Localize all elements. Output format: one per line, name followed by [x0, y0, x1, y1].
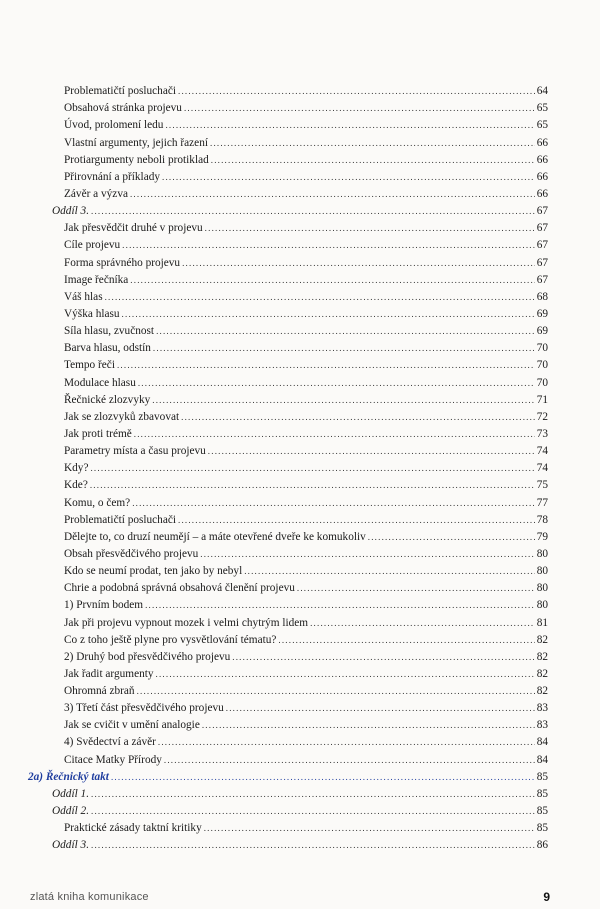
- toc-leader-dots: [368, 531, 548, 544]
- toc-entry: [0, 544, 600, 561]
- toc-section-entry: [0, 835, 600, 852]
- toc-entry-label: Kdo se neumí prodat, ten jako by nebyl: [64, 565, 243, 578]
- toc-entry: [0, 681, 600, 698]
- toc-entry-page: 80: [536, 599, 548, 612]
- toc-entry: [0, 115, 600, 132]
- toc-entry-page: 75: [536, 479, 548, 492]
- toc-entry-page: 66: [536, 170, 548, 183]
- toc-entry-page: 85: [536, 822, 548, 835]
- toc-entry-page: 65: [536, 102, 548, 115]
- toc-leader-dots: [310, 617, 548, 630]
- toc-entry-page: 81: [536, 616, 548, 629]
- toc-leader-dots: [90, 462, 548, 475]
- toc-entry-page: 68: [536, 290, 548, 303]
- toc-entry-page: 67: [536, 205, 548, 218]
- toc-leader-dots: [156, 325, 548, 338]
- toc-leader-dots: [122, 308, 548, 321]
- toc-entry-page: 72: [536, 410, 548, 423]
- toc-entry-label: Úvod, prolomení ledu: [64, 119, 164, 132]
- toc-entry-page: 66: [536, 136, 548, 149]
- toc-entry-page: 80: [536, 565, 548, 578]
- toc-leader-dots: [122, 239, 548, 252]
- toc-entry-page: 85: [536, 787, 548, 800]
- toc-entry-page: 74: [536, 445, 548, 458]
- toc-entry-label: Obsah přesvědčivého projevu: [64, 547, 199, 560]
- toc-entry: [0, 475, 600, 492]
- toc-chapter-entry: [0, 767, 600, 784]
- toc-entry: [0, 698, 600, 715]
- book-title-footer: zlatá kniha komunikace: [30, 891, 149, 903]
- toc-entry-label: Jak řadit argumenty: [64, 667, 154, 680]
- toc-entry-page: 65: [536, 119, 548, 132]
- toc-entry-label: Oddíl 2.: [52, 805, 90, 818]
- toc-entry-page: 82: [536, 667, 548, 680]
- toc-entry: [0, 715, 600, 732]
- toc-leader-dots: [90, 479, 548, 492]
- toc-entry-page: 70: [536, 359, 548, 372]
- toc-entry-page: 67: [536, 256, 548, 269]
- toc-entry: [0, 287, 600, 304]
- toc-entry-label: Cíle projevu: [64, 239, 121, 252]
- toc-leader-dots: [117, 359, 548, 372]
- toc-leader-dots: [210, 137, 548, 150]
- toc-entry-label: Váš hlas: [64, 290, 103, 303]
- toc-leader-dots: [208, 445, 548, 458]
- toc-entry: [0, 578, 600, 595]
- toc-leader-dots: [91, 205, 548, 218]
- toc-entry-label: Přirovnání a příklady: [64, 170, 161, 183]
- toc-entry-label: Ohromná zbraň: [64, 685, 135, 698]
- toc-entry-page: 78: [536, 513, 548, 526]
- toc-entry-label: Barva hlasu, odstín: [64, 342, 151, 355]
- toc-leader-dots: [165, 119, 548, 132]
- toc-entry-label: Oddíl 3.: [52, 205, 90, 218]
- toc-leader-dots: [182, 257, 548, 270]
- toc-section-entry: [0, 201, 600, 218]
- toc-entry-page: 70: [536, 376, 548, 389]
- toc-entry: [0, 390, 600, 407]
- toc-leader-dots: [138, 377, 548, 390]
- toc-entry-page: 71: [536, 393, 548, 406]
- toc-entry: [0, 510, 600, 527]
- toc-entry-label: Závěr a výzva: [64, 187, 128, 200]
- toc-entry: [0, 492, 600, 509]
- toc-entry-page: 82: [536, 650, 548, 663]
- toc-entry-page: 85: [536, 805, 548, 818]
- toc-entry-label: Problematičtí posluchači: [64, 85, 176, 98]
- toc-entry: [0, 664, 600, 681]
- toc-leader-dots: [211, 154, 548, 167]
- toc-entry: [0, 424, 600, 441]
- toc-entry: [0, 235, 600, 252]
- toc-entry-page: 73: [536, 427, 548, 440]
- toc-entry: [0, 355, 600, 372]
- toc-entry-label: Forma správného projevu: [64, 256, 181, 269]
- toc-leader-dots: [244, 565, 548, 578]
- toc-entry-page: 64: [536, 85, 548, 98]
- toc-entry: [0, 252, 600, 269]
- toc-leader-dots: [162, 171, 548, 184]
- toc-leader-dots: [111, 771, 548, 784]
- toc-entry-page: 70: [536, 342, 548, 355]
- toc-leader-dots: [105, 291, 548, 304]
- toc-leader-dots: [134, 428, 548, 441]
- toc-entry-page: 82: [536, 633, 548, 646]
- toc-entry-page: 77: [536, 496, 548, 509]
- toc-leader-dots: [152, 394, 548, 407]
- toc-leader-dots: [91, 788, 548, 801]
- toc-entry: [0, 647, 600, 664]
- toc-entry-label: Chrie a podobná správná obsahová členění projevu: [64, 582, 295, 595]
- toc-entry: [0, 98, 600, 115]
- toc-leader-dots: [91, 805, 548, 818]
- toc-leader-dots: [184, 102, 548, 115]
- toc-entry: [0, 749, 600, 766]
- toc-entry-page: 83: [536, 719, 548, 732]
- toc-entry-label: Kdy?: [64, 462, 89, 475]
- toc-entry: [0, 441, 600, 458]
- toc-leader-dots: [158, 736, 548, 749]
- toc-entry-label: Jak proti trémě: [64, 427, 132, 440]
- toc-entry-label: 1) Prvním bodem: [64, 599, 144, 612]
- toc-entry-label: Tempo řeči: [64, 359, 115, 372]
- toc-entry-label: Problematičtí posluchači: [64, 513, 176, 526]
- toc-entry-page: 69: [536, 325, 548, 338]
- toc-leader-dots: [91, 839, 548, 852]
- toc-entry: [0, 630, 600, 647]
- toc-entry-page: 67: [536, 222, 548, 235]
- toc-entry: [0, 270, 600, 287]
- toc-leader-dots: [130, 188, 548, 201]
- toc-entry-page: 79: [536, 530, 548, 543]
- toc-entry-label: Komu, o čem?: [64, 496, 131, 509]
- page-number: 9: [543, 890, 550, 904]
- toc-leader-dots: [232, 651, 548, 664]
- toc-entry-label: 2a) Řečnický takt: [28, 770, 109, 783]
- toc-entry-page: 69: [536, 307, 548, 320]
- toc-leader-dots: [130, 274, 548, 287]
- toc-entry: [0, 612, 600, 629]
- toc-entry: [0, 321, 600, 338]
- toc-entry-label: Jak se zlozvyků zbavovat: [64, 410, 180, 423]
- toc-entry-page: 74: [536, 462, 548, 475]
- toc-entry: [0, 167, 600, 184]
- toc-section-entry: [0, 801, 600, 818]
- toc-leader-dots: [205, 222, 548, 235]
- toc-entry-label: Jak se cvičit v umění analogie: [64, 719, 200, 732]
- toc-entry: [0, 458, 600, 475]
- toc-entry: [0, 150, 600, 167]
- toc-entry-page: 84: [536, 736, 548, 749]
- toc-entry-page: 80: [536, 547, 548, 560]
- toc-leader-dots: [164, 754, 548, 767]
- toc-leader-dots: [297, 582, 548, 595]
- toc-entry-page: 67: [536, 239, 548, 252]
- toc-entry-label: Praktické zásady taktní kritiky: [64, 822, 202, 835]
- toc-entry-page: 66: [536, 187, 548, 200]
- toc-entry-label: Oddíl 1.: [52, 787, 90, 800]
- toc-leader-dots: [204, 822, 548, 835]
- toc-entry: [0, 372, 600, 389]
- toc-entry-label: Modulace hlasu: [64, 376, 136, 389]
- toc-entry-page: 84: [536, 753, 548, 766]
- toc-entry-page: 83: [536, 702, 548, 715]
- toc-entry: [0, 561, 600, 578]
- toc-entry-page: 67: [536, 273, 548, 286]
- toc-entry: [0, 338, 600, 355]
- toc-entry-label: Protiargumenty neboli protiklad: [64, 153, 209, 166]
- toc-leader-dots: [200, 548, 548, 561]
- toc-entry-label: Citace Matky Přírody: [64, 753, 162, 766]
- toc-entry-label: Image řečníka: [64, 273, 129, 286]
- toc-entry-page: 82: [536, 685, 548, 698]
- toc-entry-label: Kde?: [64, 479, 88, 492]
- toc-leader-dots: [226, 702, 548, 715]
- toc-entry-label: Jak přesvědčit druhé v projevu: [64, 222, 203, 235]
- toc-entry: [0, 818, 600, 835]
- toc-leader-dots: [137, 685, 548, 698]
- toc-entry: [0, 304, 600, 321]
- table-of-contents: [0, 81, 600, 852]
- toc-leader-dots: [202, 719, 548, 732]
- toc-entry-label: Jak při projevu vypnout mozek i velmi chytrým lidem: [64, 616, 309, 629]
- toc-entry-label: Parametry místa a času projevu: [64, 445, 206, 458]
- toc-entry: [0, 218, 600, 235]
- toc-entry: [0, 184, 600, 201]
- toc-entry-page: 86: [536, 839, 548, 852]
- toc-entry-label: Výška hlasu: [64, 307, 120, 320]
- toc-leader-dots: [178, 85, 548, 98]
- toc-entry-label: Co z toho ještě plyne pro vysvětlování tématu?: [64, 633, 277, 646]
- toc-entry-page: 80: [536, 582, 548, 595]
- toc-entry-label: Oddíl 3.: [52, 839, 90, 852]
- toc-entry-label: Obsahová stránka projevu: [64, 102, 182, 115]
- toc-entry: [0, 527, 600, 544]
- toc-leader-dots: [132, 497, 548, 510]
- toc-entry-label: 3) Třetí část přesvědčivého projevu: [64, 702, 224, 715]
- toc-leader-dots: [145, 599, 548, 612]
- toc-entry-label: Vlastní argumenty, jejich řazení: [64, 136, 208, 149]
- toc-section-entry: [0, 784, 600, 801]
- toc-entry-label: 4) Svědectví a závěr: [64, 736, 156, 749]
- toc-leader-dots: [156, 668, 548, 681]
- toc-entry-label: Síla hlasu, zvučnost: [64, 325, 155, 338]
- toc-entry-label: 2) Druhý bod přesvědčivého projevu: [64, 650, 231, 663]
- toc-entry-page: 66: [536, 153, 548, 166]
- toc-leader-dots: [178, 514, 548, 527]
- toc-entry: [0, 81, 600, 98]
- toc-leader-dots: [278, 634, 548, 647]
- toc-leader-dots: [153, 342, 548, 355]
- toc-entry: [0, 407, 600, 424]
- toc-entry: [0, 595, 600, 612]
- toc-entry: [0, 132, 600, 149]
- toc-entry-label: Řečnické zlozvyky: [64, 393, 151, 406]
- toc-leader-dots: [181, 411, 548, 424]
- toc-entry: [0, 732, 600, 749]
- toc-entry-page: 85: [536, 770, 548, 783]
- toc-entry-label: Dělejte to, co druzí neumějí – a máte otevřené dveře ke komukoliv: [64, 530, 366, 543]
